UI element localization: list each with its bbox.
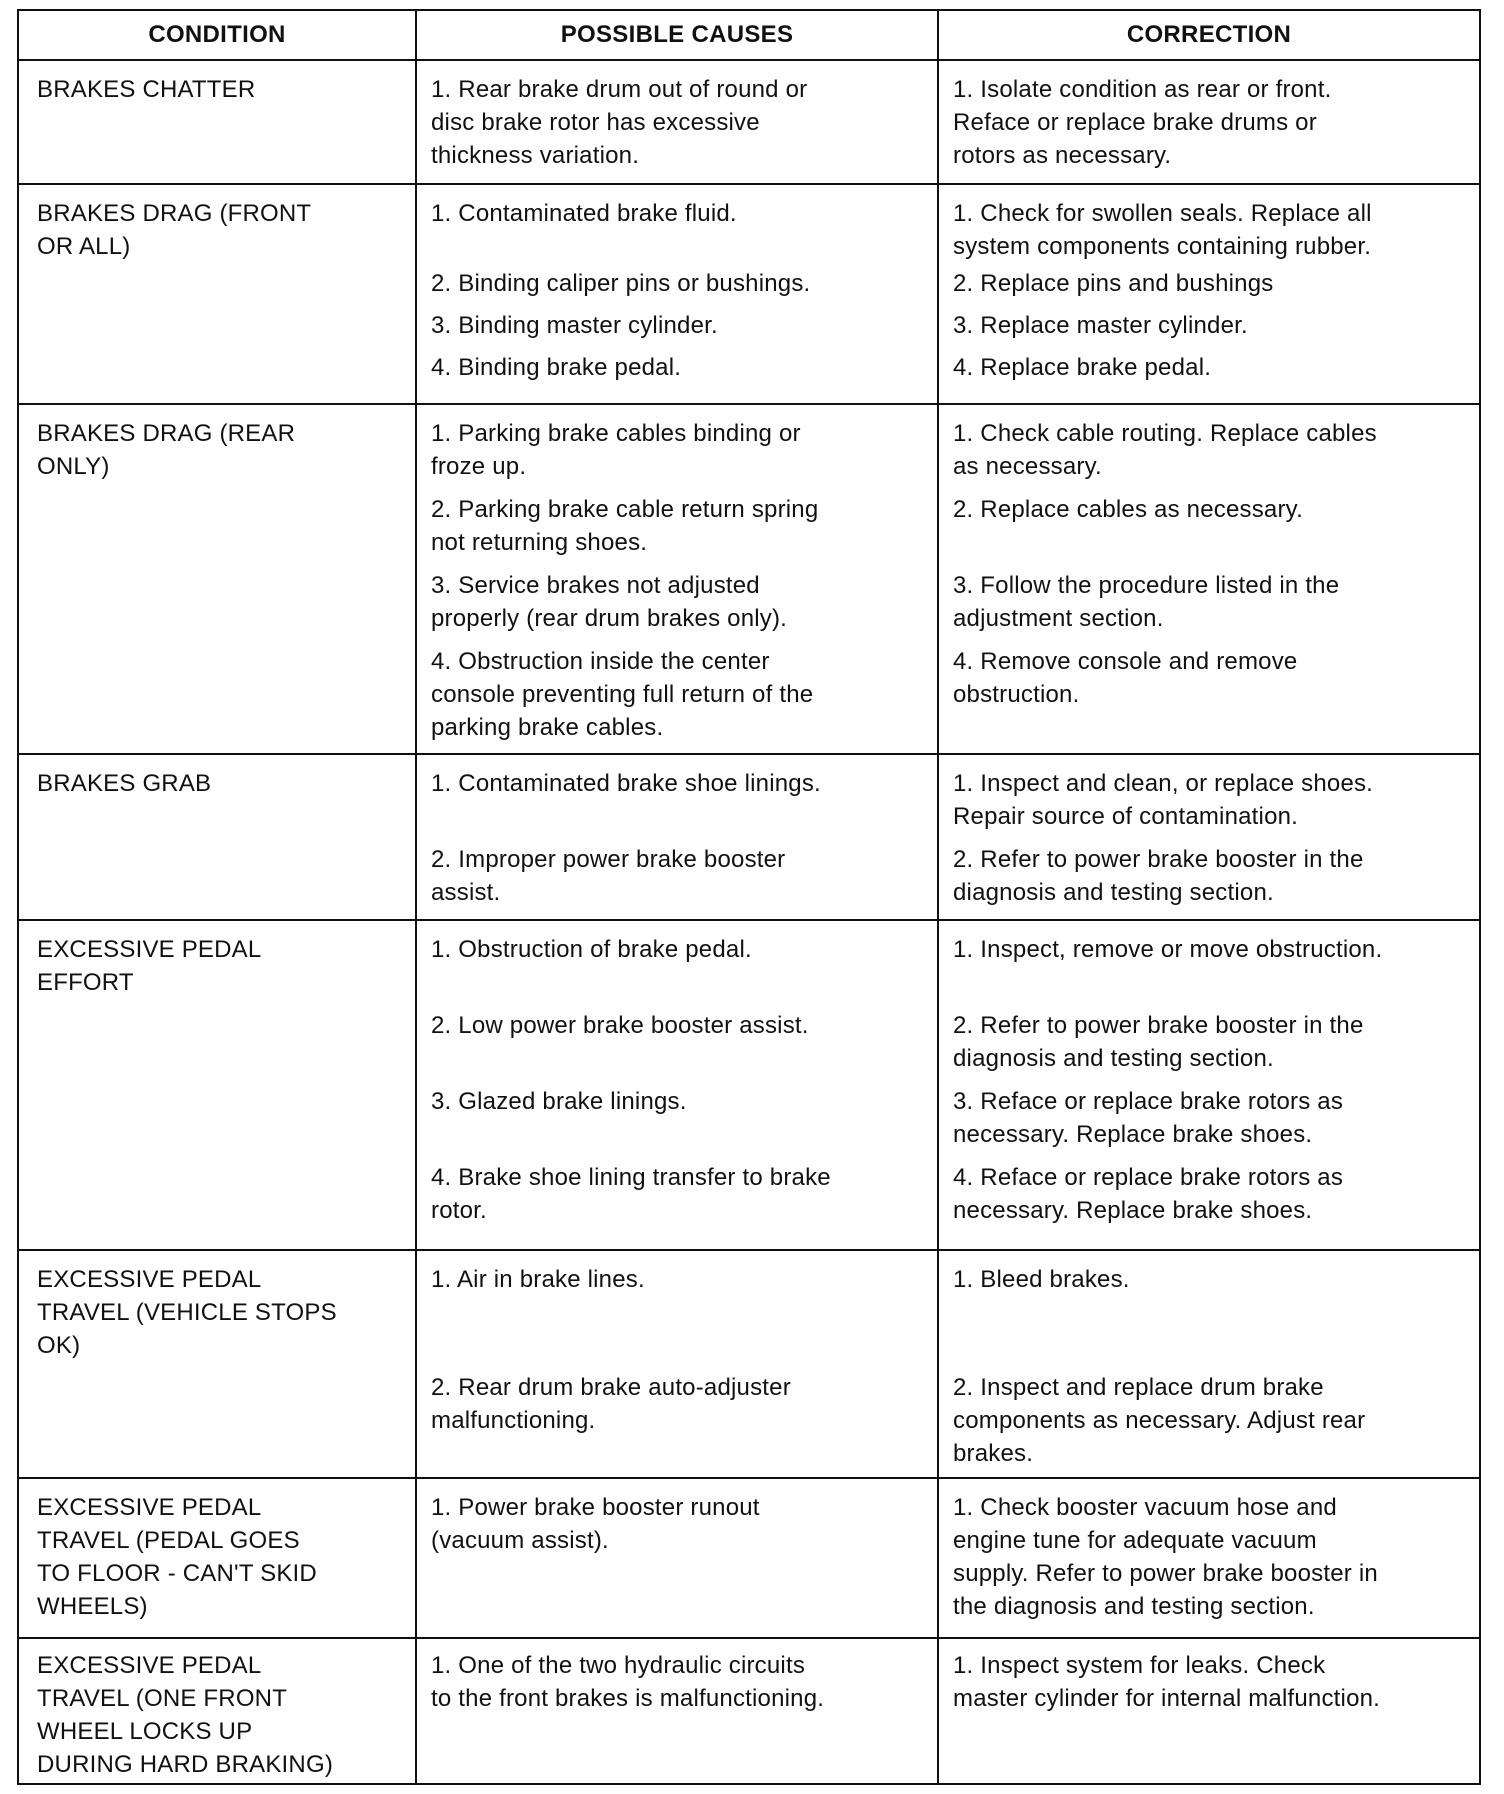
condition-cell: BRAKES DRAG (REAR ONLY)	[37, 420, 296, 480]
cause-item: 1. Obstruction of brake pedal.	[431, 936, 752, 963]
cause-item: 1. Contaminated brake shoe linings.	[431, 770, 821, 797]
condition-cell: BRAKES CHATTER	[37, 76, 256, 103]
cause-item: 3. Binding master cylinder.	[431, 312, 718, 339]
correction-item: 3. Replace master cylinder.	[953, 312, 1248, 339]
condition-cell: EXCESSIVE PEDAL EFFORT	[37, 936, 262, 996]
correction-item: 1. Inspect system for leaks. Check master cylinder for internal malfunction.	[953, 1652, 1381, 1712]
correction-item: 1. Inspect and clean, or replace shoes. Repair source of contamination.	[953, 770, 1374, 830]
correction-item: 1. Check cable routing. Replace cables as necessary.	[953, 420, 1377, 480]
correction-item: 1. Check for swollen seals. Replace all system components containing rubber.	[953, 200, 1372, 260]
correction-item: 3. Follow the procedure listed in the adjustment section.	[953, 572, 1340, 632]
header-condition: CONDITION	[148, 21, 286, 48]
header-correction: CORRECTION	[1126, 21, 1292, 48]
cause-item: 1. One of the two hydraulic circuits to the front brakes is malfunctioning.	[431, 1652, 825, 1712]
correction-item: 2. Inspect and replace drum brake components as necessary. Adjust rear brakes.	[953, 1374, 1366, 1467]
table-row	[19, 403, 1479, 753]
correction-item: 2. Refer to power brake booster in the diagnosis and testing section.	[953, 846, 1364, 906]
table-row	[19, 1477, 1479, 1637]
cause-item: 3. Glazed brake linings.	[431, 1088, 687, 1115]
cause-item: 1. Rear brake drum out of round or disc brake rotor has excessive thickness variation.	[431, 76, 808, 169]
cause-item: 2. Low power brake booster assist.	[431, 1012, 809, 1039]
table-row	[19, 59, 1479, 183]
table-row	[19, 1637, 1479, 1783]
cause-item: 3. Service brakes not adjusted properly (rear drum brakes only).	[431, 572, 788, 632]
cause-item: 2. Parking brake cable return spring not returning shoes.	[431, 496, 819, 556]
correction-item: 2. Replace pins and bushings	[953, 270, 1274, 297]
cause-item: 2. Binding caliper pins or bushings.	[431, 270, 811, 297]
cause-item: 1. Parking brake cables binding or froze up.	[431, 420, 801, 480]
correction-item: 4. Reface or replace brake rotors as necessary. Replace brake shoes.	[953, 1164, 1344, 1224]
correction-item: 4. Remove console and remove obstruction.	[953, 648, 1298, 708]
condition-cell: EXCESSIVE PEDAL TRAVEL (ONE FRONT WHEEL LOCKS UP DURING HARD BRAKING)	[37, 1652, 334, 1778]
cause-item: 1. Power brake booster runout (vacuum assist).	[431, 1494, 760, 1554]
diagnosis-table	[17, 9, 1481, 1785]
correction-item: 1. Isolate condition as rear or front. Reface or replace brake drums or rotors as necessary.	[953, 76, 1332, 169]
correction-item: 1. Inspect, remove or move obstruction.	[953, 936, 1383, 963]
condition-cell: EXCESSIVE PEDAL TRAVEL (PEDAL GOES TO FLOOR - CAN'T SKID WHEELS)	[37, 1494, 317, 1620]
correction-item: 2. Replace cables as necessary.	[953, 496, 1303, 523]
cause-item: 2. Rear drum brake auto-adjuster malfunctioning.	[431, 1374, 791, 1434]
header-possible-causes: POSSIBLE CAUSES	[560, 21, 794, 48]
table-row	[19, 1249, 1479, 1477]
correction-item: 2. Refer to power brake booster in the diagnosis and testing section.	[953, 1012, 1364, 1072]
cause-item: 1. Contaminated brake fluid.	[431, 200, 737, 227]
cause-item: 4. Binding brake pedal.	[431, 354, 682, 381]
correction-item: 4. Replace brake pedal.	[953, 354, 1212, 381]
table-row	[19, 919, 1479, 1249]
cause-item: 4. Brake shoe lining transfer to brake rotor.	[431, 1164, 831, 1224]
correction-item: 3. Reface or replace brake rotors as necessary. Replace brake shoes.	[953, 1088, 1344, 1148]
condition-cell: BRAKES DRAG (FRONT OR ALL)	[37, 200, 312, 260]
cause-item: 1. Air in brake lines.	[431, 1266, 645, 1293]
table-row	[19, 183, 1479, 403]
table-row	[19, 753, 1479, 919]
correction-item: 1. Check booster vacuum hose and engine tune for adequate vacuum supply. Refer to power brake booster in the diagnosis and testing section.	[953, 1494, 1378, 1620]
correction-item: 1. Bleed brakes.	[953, 1266, 1130, 1293]
cause-item: 4. Obstruction inside the center console preventing full return of the parking brake cables.	[431, 648, 814, 741]
condition-cell: EXCESSIVE PEDAL TRAVEL (VEHICLE STOPS OK)	[37, 1266, 337, 1359]
condition-cell: BRAKES GRAB	[37, 770, 212, 797]
cause-item: 2. Improper power brake booster assist.	[431, 846, 786, 906]
